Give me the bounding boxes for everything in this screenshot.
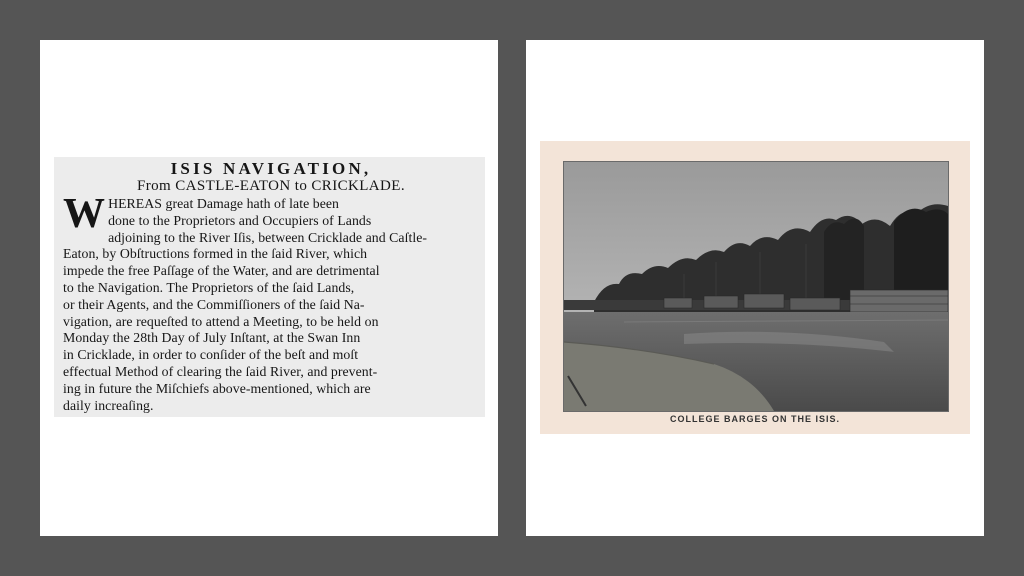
clipping-line: effectual Method of clearing the ſaid River, and prevent- <box>63 363 378 379</box>
clipping-body <box>63 191 479 414</box>
clipping-line: Eaton, by Obſtructions formed in the ſaid River, which <box>63 246 368 262</box>
right-panel <box>526 40 984 536</box>
clipping-subtitle: From CASTLE-EATON to CRICKLADE. <box>137 178 405 194</box>
barges-photo <box>563 161 949 412</box>
clipping-line: adjoining to the River Iſis, between Cricklade and Caſtle- <box>108 229 428 245</box>
clipping-line: done to the Proprietors and Occupiers of Lands <box>108 212 372 228</box>
clipping-line: vigation, are requeſted to attend a Meeting, to be held on <box>63 313 379 329</box>
clipping-line: or their Agents, and the Commiſſioners of the ſaid Na- <box>63 296 365 312</box>
photo-caption: COLLEGE BARGES ON THE ISIS. <box>669 414 840 424</box>
left-panel <box>40 40 498 536</box>
river-scene-illustration <box>564 162 948 411</box>
clipping-line: ing in future the Miſchiefs above-mentioned, which are <box>63 380 371 396</box>
photo-card <box>540 141 970 434</box>
clipping-line: to the Navigation. The Proprietors of the ſaid Lands, <box>63 279 355 295</box>
clipping-line: in Cricklade, in order to conſider of the beſt and moſt <box>63 347 359 363</box>
newspaper-clipping <box>54 157 485 417</box>
clipping-line: impede the free Paſſage of the Water, and are detrimental <box>63 263 380 279</box>
clipping-line: daily increaſing. <box>63 397 154 413</box>
clipping-line: HEREAS great Damage hath of late been <box>108 196 340 211</box>
drop-cap: W <box>63 191 106 237</box>
clipping-line: Monday the 28th Day of July Inſtant, at the Swan Inn <box>63 330 361 346</box>
clipping-title: ISIS NAVIGATION, <box>170 159 372 178</box>
